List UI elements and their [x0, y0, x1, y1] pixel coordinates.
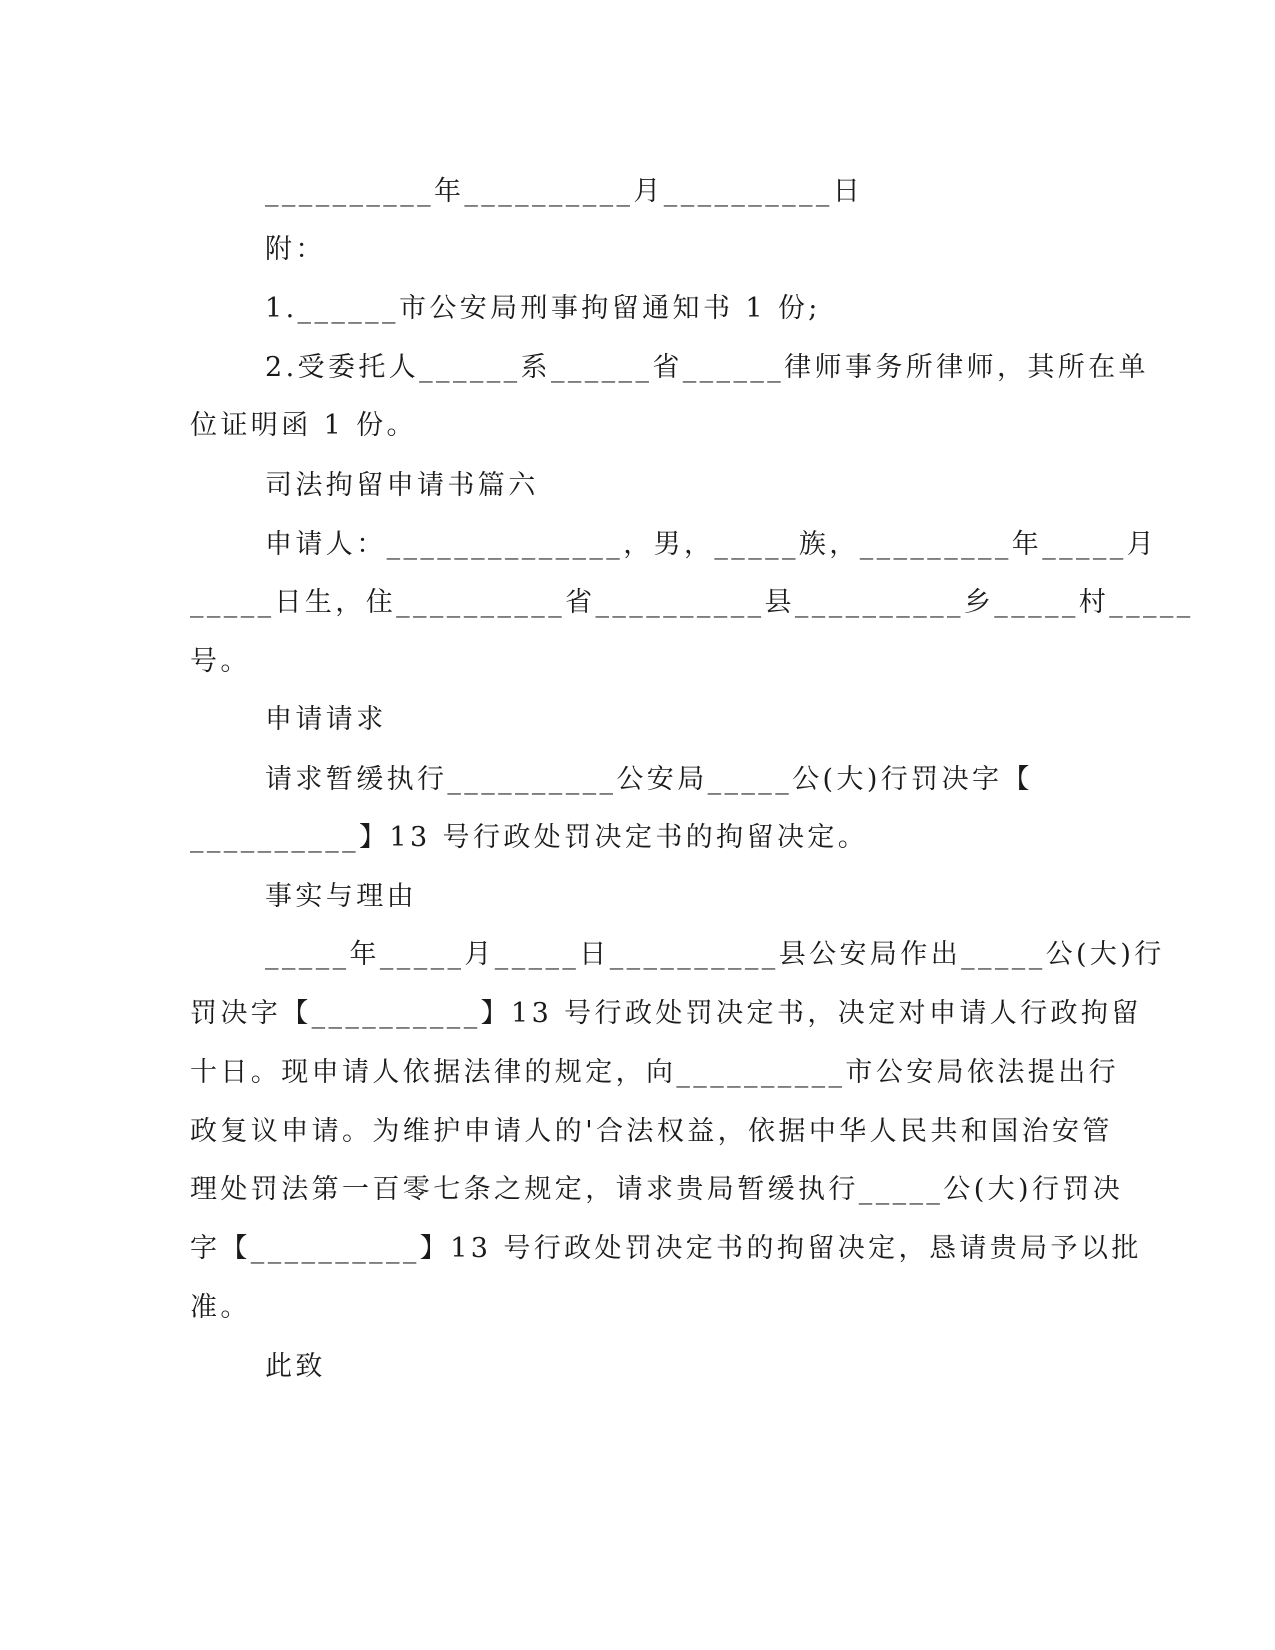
attachment-item-2-cont: 位证明函 1 份。 [190, 410, 417, 441]
applicant-line-cont-2: 号。 [190, 646, 251, 677]
closing-salutation: 此致 [265, 1351, 326, 1382]
facts-paragraph-line-2: 罚决字【__________】13 号行政处罚决定书，决定对申请人行政拘留 [190, 998, 1142, 1029]
facts-paragraph-line-4: 政复议申请。为维护申请人的'合法权益，依据中华人民共和国治安管 [190, 1116, 1113, 1147]
date-blank-line: __________年__________月__________日 [265, 176, 864, 207]
request-text-cont: __________】13 号行政处罚决定书的拘留决定。 [190, 822, 869, 853]
attachment-heading: 附： [265, 234, 326, 265]
section-title: 司法拘留申请书篇六 [265, 470, 539, 501]
facts-paragraph-line-5: 理处罚法第一百零七条之规定，请求贵局暂缓执行_____公(大)行罚决 [190, 1174, 1124, 1205]
request-heading: 申请请求 [265, 704, 387, 735]
facts-paragraph-line-1: _____年_____月_____日__________县公安局作出_____公(大)行 [265, 939, 1165, 970]
facts-paragraph-line-3: 十日。现申请人依据法律的规定，向__________市公安局依法提出行 [190, 1057, 1119, 1088]
request-text: 请求暂缓执行__________公安局_____公(大)行罚决字【 [265, 764, 1033, 795]
facts-heading: 事实与理由 [265, 881, 417, 912]
attachment-item-1: 1.______市公安局刑事拘留通知书 1 份; [265, 293, 821, 324]
applicant-line-cont-1: _____日生，住__________省__________县__________乡_____村_____ [190, 587, 1194, 618]
attachment-item-2: 2.受委托人______系______省______律师事务所律师，其所在单 [265, 352, 1149, 383]
facts-paragraph-line-7: 准。 [190, 1292, 251, 1323]
facts-paragraph-line-6: 字【__________】13 号行政处罚决定书的拘留决定，恳请贵局予以批 [190, 1233, 1142, 1264]
applicant-line: 申请人：______________，男，_____族，_________年_____月 [265, 529, 1158, 560]
